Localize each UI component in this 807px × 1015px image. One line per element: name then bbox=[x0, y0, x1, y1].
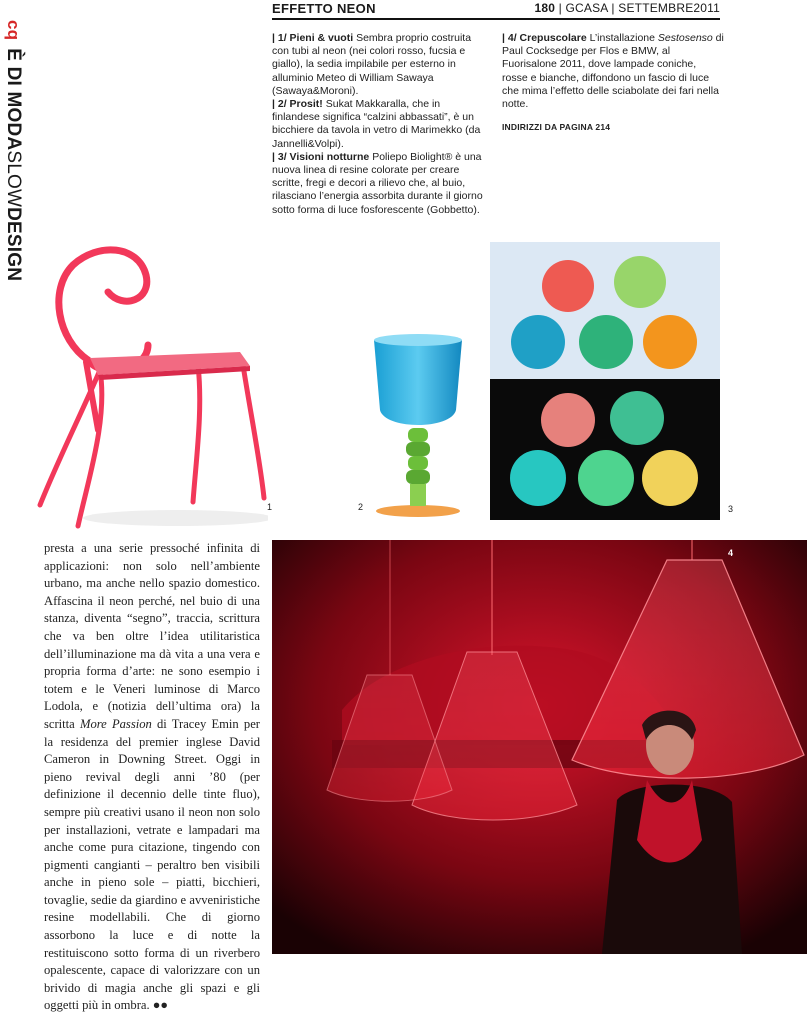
caption-marker: | 4/ bbox=[502, 32, 517, 44]
chair-illustration bbox=[28, 230, 268, 530]
caption-title: Crepuscolare bbox=[519, 32, 587, 44]
section-label-part3: DESIGN bbox=[3, 207, 24, 282]
section-label-part1: È DI MODA bbox=[3, 48, 24, 151]
figure-number-4: 4 bbox=[728, 548, 734, 558]
caption-text: Poliepo Biolight® è una nuova linea di resine colorate per creare scritte, fregi e decori a rilievo che, al buio, rilasciano l’energia assorbita durante il giorno sotto forma di luce fosforescente (Gobbetto). bbox=[272, 150, 483, 216]
issue-date: SETTEMBRE2011 bbox=[618, 1, 720, 15]
caption-title: Visioni notturne bbox=[289, 150, 370, 163]
caption-text: di Paul Cocksedge per Flos e BMW, al Fuorisalone 2011, dove lampade coniche, rosse e bianche, diffondono un fascio di luce che mima l’effetto delle sciabolate dei fari nella notte. bbox=[502, 32, 724, 111]
caption-title: Prosit! bbox=[289, 98, 323, 111]
caption-marker: | 2/ bbox=[272, 98, 287, 111]
resin-illustration bbox=[490, 242, 720, 520]
caption-text: L’installazione bbox=[589, 32, 658, 44]
page-header bbox=[272, 0, 720, 20]
page-number: 180 bbox=[534, 1, 556, 15]
figure-number-1: 1 bbox=[267, 502, 273, 512]
body-italic-title: More Passion bbox=[79, 716, 152, 731]
addresses-note: INDIRIZZI DA PAGINA 214 bbox=[502, 122, 611, 133]
caption-text: Sembra proprio costruita con tubi al neon (nei colori rosso, fucsia e giallo), la sedia impilabile per esterno in alluminio Meteo di William Sawaya (Sawaya&Moroni). bbox=[272, 32, 472, 97]
captions-left-column bbox=[272, 32, 490, 217]
caption-title: Pieni & vuoti bbox=[289, 32, 354, 44]
caption-marker: | 1/ bbox=[272, 32, 287, 44]
captions-right-column bbox=[502, 32, 724, 134]
section-label bbox=[3, 20, 24, 282]
installation-photo bbox=[272, 540, 807, 954]
caption-4 bbox=[502, 32, 724, 111]
caption-text: Sukat Makkaralla, che in finlandese significa “calzini abbassati”, è un bicchiere da tavola in vetro di Marimekko (da Jannelli&Volpi). bbox=[272, 98, 481, 150]
figure-number-3: 3 bbox=[728, 504, 734, 514]
header-folio: 180 | GCASA | SETTEMBRE2011 bbox=[534, 1, 720, 15]
body-text-part2: di Tracey Emin per la residenza del premier inglese David Cameron in Downing Street. Oggi in pieno revival degli anni ’80 (per definizione il decennio delle tinte fluo), sempre più creativi usano il neon non solo per installazioni, vetrate e lampadari ma anche come pura citazione, tingendo con pigmenti cangianti – peraltro ben visibili anche in pieno sole – piatti, bicchieri, tovaglie, sedie da giardino e avveniristiche resine modellabili. Che di giorno assorbono la luce e di notte la restituiscono sotto forma di un riverbero opalescente, capace di valorizzare con un brivido di magia anche gli spazi e gli oggetti più in ombra. bbox=[44, 716, 260, 1013]
glass-photo bbox=[358, 330, 470, 520]
installation-illustration bbox=[272, 540, 807, 954]
header-title: EFFETTO NEON bbox=[272, 1, 376, 16]
figure-number-2: 2 bbox=[358, 502, 364, 512]
resin-photo bbox=[490, 242, 734, 520]
chair-photo bbox=[28, 230, 273, 530]
body-text-part1: presta a una serie pressoché infinita di applicazioni: non solo nell’ambiente urbano, ma anche nello spazio domestico. Affascina il neon perché, nel buio di una stanza, diventa “segno”, traccia, scrittura che va ben oltre l’idea utilitaristica dell’illuminazione ma dà vita a una vera e propria forma d’arte: ne sono esempio i totem e le Veneri luminose di Marco Lodola, e (notizia dell’ultima ora) la scritta bbox=[44, 541, 260, 731]
article-body bbox=[44, 540, 260, 1015]
caption-italic: Sestosenso bbox=[657, 32, 713, 44]
glass-illustration bbox=[366, 330, 470, 520]
caption-2 bbox=[272, 98, 490, 151]
magazine-name: GCASA bbox=[565, 1, 608, 15]
end-mark: ●● bbox=[152, 998, 169, 1013]
caption-marker: | 3/ bbox=[272, 150, 287, 163]
caption-1 bbox=[272, 32, 490, 98]
section-label-part2: SLOW bbox=[3, 150, 24, 208]
caption-3 bbox=[272, 151, 490, 217]
magazine-logo: cq bbox=[4, 20, 23, 41]
